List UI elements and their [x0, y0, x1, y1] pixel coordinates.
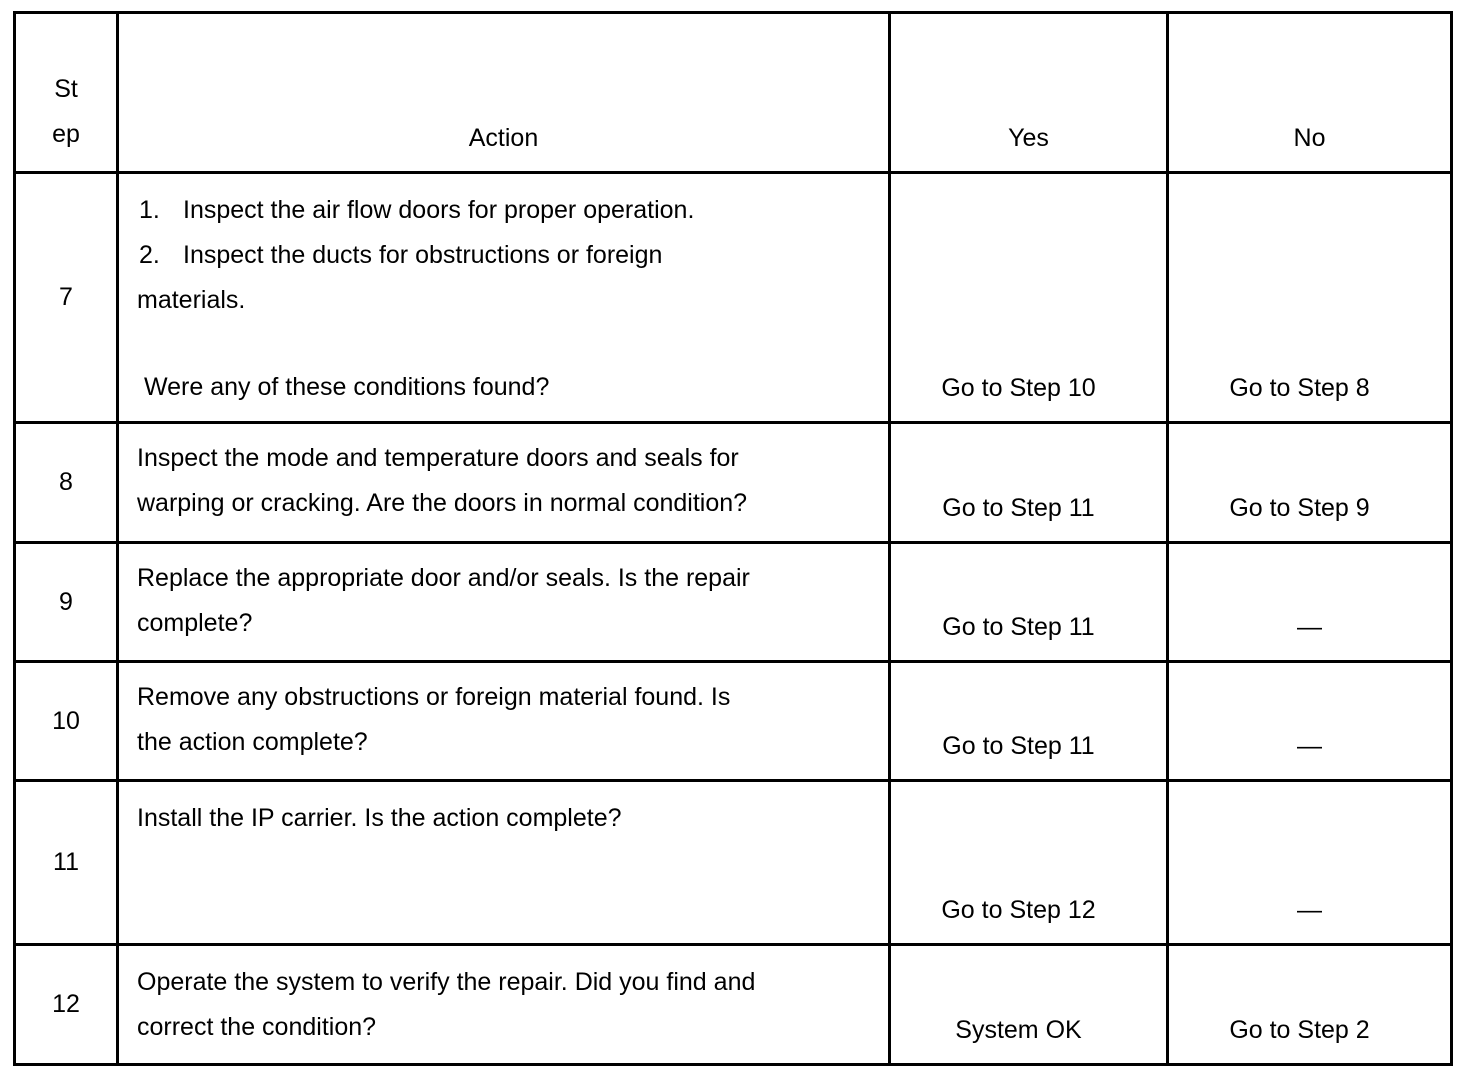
yes-result	[890, 543, 1168, 662]
yes-result	[890, 423, 1168, 543]
header-step-line2: ep	[52, 119, 80, 148]
header-yes: Yes	[890, 13, 1168, 173]
table-row	[15, 781, 1452, 945]
table-row	[15, 945, 1452, 1065]
action-text-line: Install the IP carrier. Is the action complete?	[137, 804, 622, 832]
list-number: 1.	[139, 196, 160, 224]
no-result	[1168, 662, 1452, 781]
action-cell	[118, 945, 890, 1065]
no-result	[1168, 423, 1452, 543]
no-dash: —	[1297, 732, 1322, 760]
table-row	[15, 173, 1452, 423]
no-text: Go to Step 2	[1229, 1016, 1370, 1044]
no-dash: —	[1297, 896, 1322, 924]
action-cell	[118, 781, 890, 945]
action-text-line: warping or cracking. Are the doors in normal condition?	[137, 489, 748, 517]
list-item	[137, 233, 868, 278]
action-text-line: complete?	[137, 609, 253, 637]
yes-text: System OK	[955, 1016, 1082, 1044]
action-text-line: Remove any obstructions or foreign material found. Is	[137, 683, 731, 711]
action-text-line: correct the condition?	[137, 1013, 377, 1041]
action-cell	[118, 543, 890, 662]
action-text-line: Replace the appropriate door and/or seals. Is the repair	[137, 564, 750, 592]
header-action: Action	[118, 13, 890, 173]
action-question: Were any of these conditions found?	[144, 373, 550, 401]
table-row	[15, 423, 1452, 543]
procedure-table	[13, 11, 1453, 1066]
action-text-line: the action complete?	[137, 728, 368, 756]
no-result	[1168, 173, 1452, 423]
yes-text: Go to Step 12	[941, 896, 1096, 924]
no-text: Go to Step 8	[1229, 374, 1370, 402]
no-dash: —	[1297, 613, 1322, 641]
yes-result	[890, 173, 1168, 423]
list-text: Inspect the air flow doors for proper operation.	[183, 196, 695, 224]
step-number: 12	[15, 945, 118, 1065]
yes-text: Go to Step 11	[942, 732, 1095, 760]
yes-result	[890, 945, 1168, 1065]
no-result	[1168, 781, 1452, 945]
no-result	[1168, 945, 1452, 1065]
step-number: 9	[15, 543, 118, 662]
yes-text: Go to Step 11	[942, 613, 1095, 641]
list-text: Inspect the ducts for obstructions or foreign	[183, 241, 663, 269]
action-cell	[118, 173, 890, 423]
table-row	[15, 543, 1452, 662]
header-no: No	[1168, 13, 1452, 173]
action-cell	[118, 423, 890, 543]
action-text-line: Inspect the mode and temperature doors and seals for	[137, 444, 739, 472]
table-row	[15, 662, 1452, 781]
step-number: 10	[15, 662, 118, 781]
header-step-line1: St	[54, 74, 78, 103]
header-step	[15, 13, 118, 173]
list-number: 2.	[139, 241, 160, 269]
list-item	[137, 188, 868, 233]
yes-text: Go to Step 10	[941, 374, 1096, 402]
step-number: 7	[15, 173, 118, 423]
step-number: 11	[15, 781, 118, 945]
action-cell	[118, 662, 890, 781]
list-text-continuation: materials.	[137, 286, 246, 314]
yes-result	[890, 662, 1168, 781]
action-text-line: Operate the system to verify the repair. Did you find and	[137, 968, 756, 996]
no-text: Go to Step 9	[1229, 494, 1370, 522]
table-header-row	[15, 13, 1452, 173]
yes-text: Go to Step 11	[942, 494, 1095, 522]
step-number: 8	[15, 423, 118, 543]
no-result	[1168, 543, 1452, 662]
yes-result	[890, 781, 1168, 945]
diagnostic-procedure	[13, 11, 1450, 1066]
